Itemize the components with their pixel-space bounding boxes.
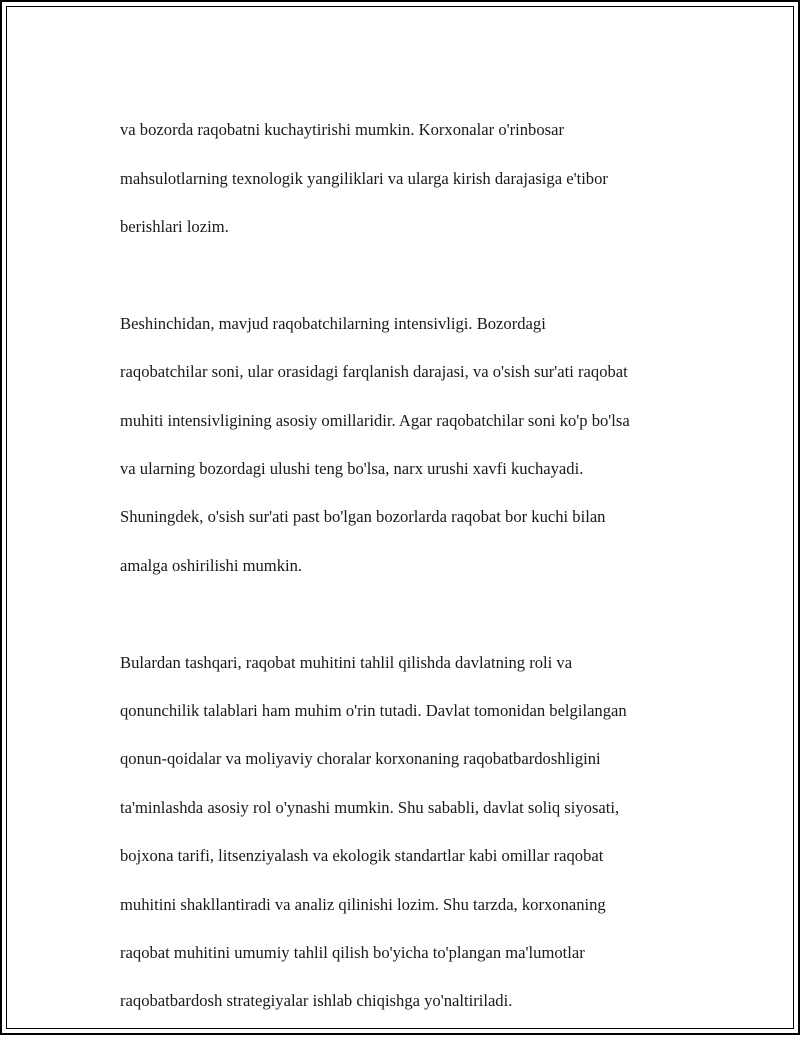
text-line: raqobat muhitini umumiy tahlil qilish bo'yicha to'plangan ma'lumotlar	[120, 943, 585, 963]
text-line: muhitini shakllantiradi va analiz qilinishi lozim. Shu tarzda, korxonaning	[120, 894, 606, 914]
text-line: Beshinchidan, mavjud raqobatchilarning intensivligi. Bozordagi	[120, 313, 546, 333]
text-line: mahsulotlarning texnologik yangiliklari va ularga kirish darajasiga e'tibor	[120, 168, 608, 188]
paragraph-3	[120, 626, 710, 1037]
text-line: raqobatchilar soni, ular orasidagi farqlanish darajasi, va o'sish sur'ati raqobat	[120, 362, 628, 382]
text-line: qonun-qoidalar va moliyaviy choralar korxonaning raqobatbardoshligini	[120, 749, 601, 769]
text-line: muhiti intensivligining asosiy omillaridir. Agar raqobatchilar soni ko'p bo'lsa	[120, 410, 630, 430]
text-line: amalga oshirilishi mumkin.	[120, 555, 303, 575]
paragraph-1	[120, 94, 710, 263]
text-line: Bulardan tashqari, raqobat muhitini tahlil qilishda davlatning roli va	[120, 652, 573, 672]
text-line: va bozorda raqobatni kuchaytirishi mumkin. Korxonalar o'rinbosar	[120, 120, 564, 140]
text-line: berishlari lozim.	[120, 217, 229, 237]
text-line: va ularning bozordagi ulushi teng bo'lsa, narx urushi xavfi kuchayadi.	[120, 459, 584, 479]
text-line: raqobatbardosh strategiyalar ishlab chiqishga yo'naltiriladi.	[120, 991, 513, 1011]
text-line: ta'minlashda asosiy rol o'ynashi mumkin. Shu sababli, davlat soliq siyosati,	[120, 797, 620, 817]
document-body	[120, 94, 710, 1062]
text-line: qonunchilik talablari ham muhim o'rin tutadi. Davlat tomonidan belgilangan	[120, 701, 627, 721]
text-line: bojxona tarifi, litsenziyalash va ekologik standartlar kabi omillar raqobat	[120, 846, 604, 866]
paragraph-2	[120, 288, 710, 603]
text-line: Shuningdek, o'sish sur'ati past bo'lgan bozorlarda raqobat bor kuchi bilan	[120, 507, 606, 527]
